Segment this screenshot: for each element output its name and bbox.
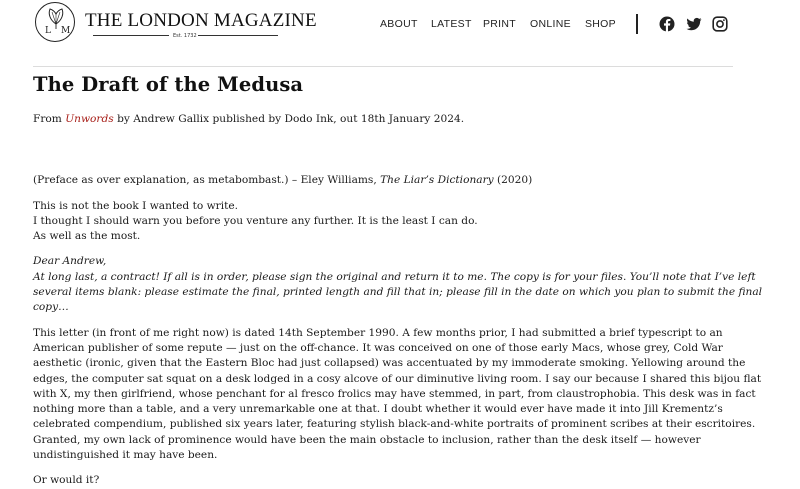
twitter-icon[interactable] — [686, 16, 702, 32]
logo-letter-l: L — [45, 26, 51, 36]
intro-paragraph — [33, 199, 768, 245]
byline-prefix: From — [33, 113, 66, 125]
closing-line: Or would it? — [33, 474, 100, 487]
byline — [33, 112, 768, 127]
epigraph-prefix: (Preface as over explanation, as metabombast.) – Eley Williams, — [33, 174, 381, 187]
epigraph — [33, 173, 768, 188]
ginkgo-leaf-icon — [36, 3, 76, 43]
byline-suffix: by Andrew Gallix published by Dodo Ink, out 18th January 2024. — [113, 113, 465, 125]
nav-online[interactable]: ONLINE — [530, 18, 571, 30]
instagram-icon[interactable] — [712, 16, 728, 32]
intro-line: As well as the most. — [33, 230, 141, 243]
letter-quote — [33, 254, 768, 315]
logo-letter-m: M — [61, 26, 71, 36]
letter-body: At long last, a contract! If all is in order, please sign the original and return it to me. The copy is for your files. You’ll note that I’ve left several items blank: please estimate the final, printed length and fill that in; please fill in the date on which you plan to submit the final copy… — [33, 270, 763, 314]
epigraph-suffix: (2020) — [493, 174, 533, 187]
nav-latest[interactable]: LATEST — [431, 18, 472, 30]
site-header — [0, 0, 800, 52]
intro-line: This is not the book I wanted to write. — [33, 199, 238, 212]
header-divider — [33, 66, 733, 67]
letter-salutation: Dear Andrew, — [33, 255, 107, 268]
intro-line: I thought I should warn you before you venture any further. It is the least I can do. — [33, 214, 478, 227]
article-body — [33, 112, 768, 489]
site-logo[interactable] — [35, 2, 75, 42]
established-label: Est. 1732 — [173, 33, 197, 39]
book-link[interactable]: Unwords — [65, 113, 114, 125]
epigraph-book: The Liar’s Dictionary — [380, 174, 494, 187]
body-paragraph: This letter (in front of me right now) is dated 14th September 1990. A few months prior, I had submitted a brief typescript to an American publisher of some repute — just on the off-chance. It was conceived on one of those early Macs, whose grey, Cold War aesthetic (ironic, given that the Eastern Bloc had just collapsed) was accentuated by my immoderate smoking. Yellowing around the edges, the computer sat squat on a desk lodged in a cosy alcove of our diminutive living room. I say our because I shared this bijou flat with X, my then girlfriend, whose penchant for al fresco frolics may have stemmed, in part, from claustrophobia. This desk was in fact nothing more than a table, and a very unremarkable one at that. I doubt whether it would ever have made it into Jill Krementz’s celebrated compendium, published six years later, featuring stylish black-and-white portraits of prominent scribes at their escritoires. Granted, my own lack of prominence would have been the main obstacle to inclusion, rather than the desk itself — however undistinguished it may have been. — [33, 326, 762, 462]
site-name[interactable]: THE LONDON MAGAZINE — [85, 10, 317, 31]
nav-shop[interactable]: SHOP — [585, 18, 616, 30]
brand-rule-right — [198, 35, 278, 36]
brand-rule-left — [93, 35, 169, 36]
nav-about[interactable]: ABOUT — [380, 18, 418, 30]
nav-print[interactable]: PRINT — [483, 18, 516, 30]
article-title: The Draft of the Medusa — [33, 73, 304, 96]
nav-separator — [636, 14, 638, 34]
facebook-icon[interactable] — [659, 16, 675, 32]
